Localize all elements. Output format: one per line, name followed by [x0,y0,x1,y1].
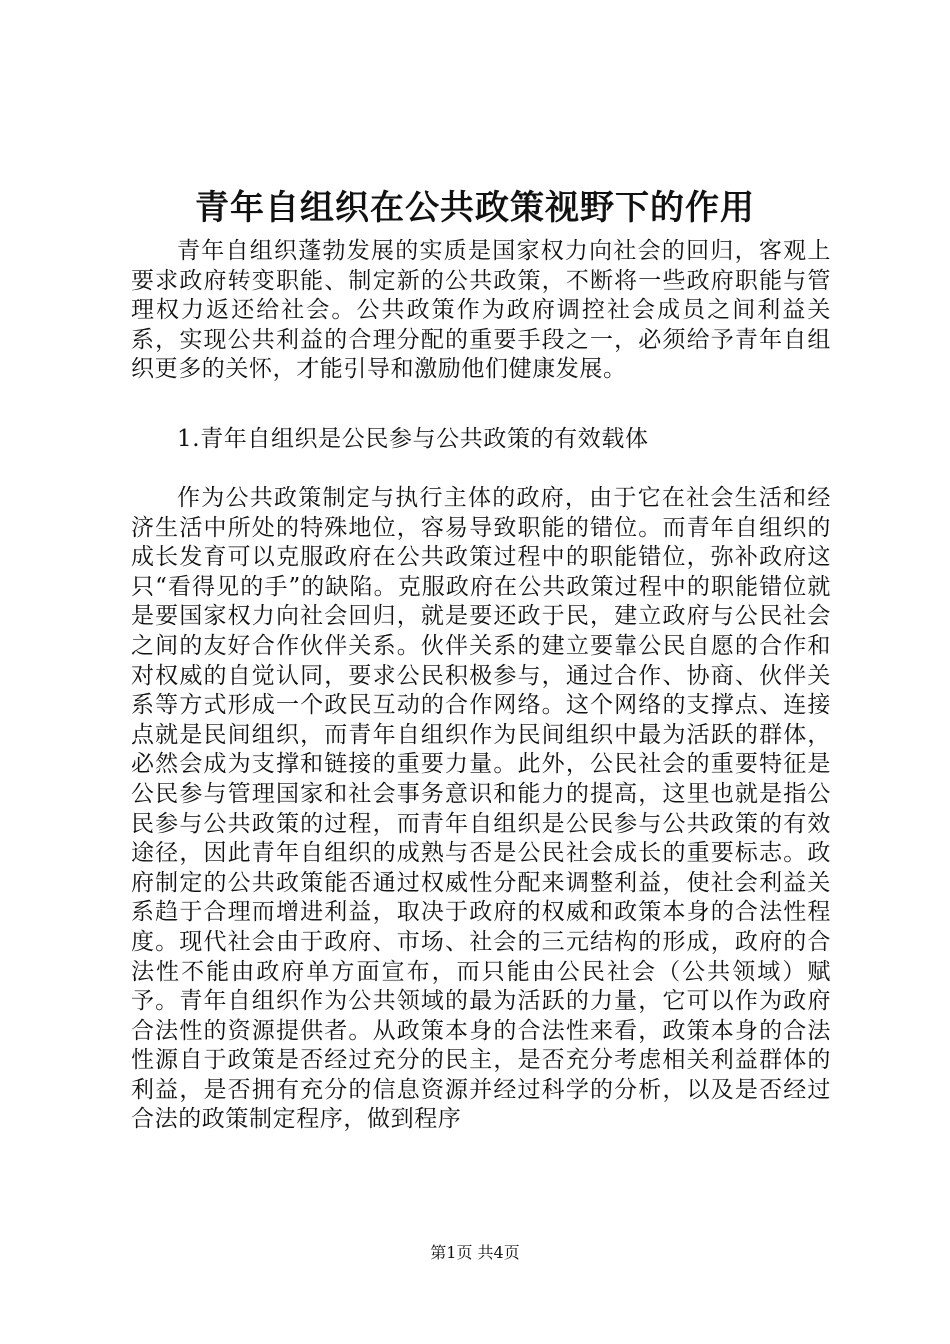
document-title: 青年自组织在公共政策视野下的作用 [195,188,755,228]
body-paragraph: 作为公共政策制定与执行主体的政府，由于它在社会生活和经济生活中所处的特殊地位，容易导致职能的错位。而青年自组织的成长发育可以克服政府在公共政策过程中的职能错位，弥补政府这只“看得见的手”的缺陷。克服政府在公共政策过程中的职能错位就是要国家权力向社会回归，就是要还政于民，建立政府与公民社会之间的友好合作伙伴关系。伙伴关系的建立要靠公民自愿的合作和对权威的自觉认同，要求公民积极参与，通过合作、协商、伙伴关系等方式形成一个政民互动的合作网络。这个网络的支撑点、连接点就是民间组织，而青年自组织作为民间组织中最为活跃的群体，必然会成为支撑和链接的重要力量。此外，公民社会的重要特征是公民参与管理国家和社会事务意识和能力的提高，这里也就是指公民参与公共政策的过程，而青年自组织是公民参与公共政策的有效途径，因此青年自组织的成熟与否是公民社会成长的重要标志。政府制定的公共政策能否通过权威性分配来调整利益，使社会利益关系趋于合理而增进利益，取决于政府的权威和政策本身的合法性程度。现代社会由于政府、市场、社会的三元结构的形成，政府的合法性不能由政府单方面宣布，而只能由公民社会（公共领域）赋予。青年自组织作为公共领域的最为活跃的力量，它可以作为政府合法性的资源提供者。从政策本身的合法性来看，政策本身的合法性源自于政策是否经过充分的民主，是否充分考虑相关利益群体的利益，是否拥有充分的信息资源并经过科学的分析，以及是否经过合法的政策制定程序，做到程序 [131,485,831,1133]
section-heading: 1.青年自组织是公民参与公共政策的有效载体 [177,426,649,452]
intro-paragraph: 青年自组织蓬勃发展的实质是国家权力向社会的回归，客观上要求政府转变职能、制定新的公共政策，不断将一些政府职能与管理权力返还给社会。公共政策作为政府调控社会成员之间利益关系，实现公共利益的合理分配的重要手段之一，必须给予青年自组织更多的关怀，才能引导和激励他们健康发展。 [131,238,831,383]
page-footer: 第1页 共4页 [430,1243,520,1262]
